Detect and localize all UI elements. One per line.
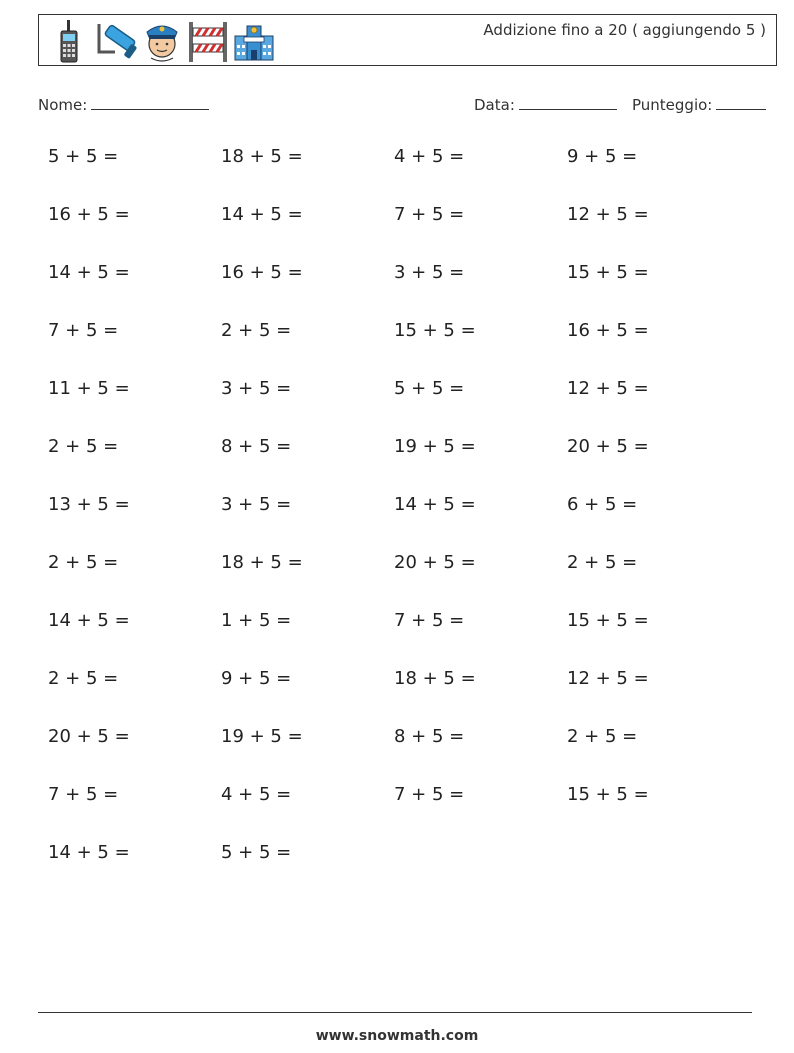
walkie-talkie-icon (49, 18, 91, 64)
problem-11-4: 2 + 5 = (567, 726, 638, 747)
problem-13-2: 5 + 5 = (221, 842, 292, 863)
problem-1-2: 18 + 5 = (221, 146, 303, 167)
problem-2-2: 14 + 5 = (221, 204, 303, 225)
name-field (38, 93, 209, 114)
problem-6-2: 8 + 5 = (221, 436, 292, 457)
problem-7-4: 6 + 5 = (567, 494, 638, 515)
problem-9-4: 15 + 5 = (567, 610, 649, 631)
worksheet-title: Addizione fino a 20 ( aggiungendo 5 ) (483, 21, 766, 39)
problem-3-3: 3 + 5 = (394, 262, 465, 283)
police-station-icon (233, 18, 275, 64)
problem-9-2: 1 + 5 = (221, 610, 292, 631)
problem-8-1: 2 + 5 = (48, 552, 119, 573)
problem-5-2: 3 + 5 = (221, 378, 292, 399)
name-line[interactable] (91, 93, 209, 110)
road-barrier-icon (187, 18, 229, 64)
problem-7-2: 3 + 5 = (221, 494, 292, 515)
problem-1-1: 5 + 5 = (48, 146, 119, 167)
problem-12-1: 7 + 5 = (48, 784, 119, 805)
problem-1-4: 9 + 5 = (567, 146, 638, 167)
police-officer-icon (141, 18, 183, 64)
problem-5-1: 11 + 5 = (48, 378, 130, 399)
problem-2-4: 12 + 5 = (567, 204, 649, 225)
problem-8-3: 20 + 5 = (394, 552, 476, 573)
problem-12-4: 15 + 5 = (567, 784, 649, 805)
problem-2-3: 7 + 5 = (394, 204, 465, 225)
problem-6-3: 19 + 5 = (394, 436, 476, 457)
problem-5-3: 5 + 5 = (394, 378, 465, 399)
problem-10-1: 2 + 5 = (48, 668, 119, 689)
problem-11-3: 8 + 5 = (394, 726, 465, 747)
problem-4-4: 16 + 5 = (567, 320, 649, 341)
problem-6-1: 2 + 5 = (48, 436, 119, 457)
footer-divider (38, 1012, 752, 1013)
problem-3-2: 16 + 5 = (221, 262, 303, 283)
problem-7-3: 14 + 5 = (394, 494, 476, 515)
problem-4-3: 15 + 5 = (394, 320, 476, 341)
date-field (474, 93, 617, 114)
problem-11-2: 19 + 5 = (221, 726, 303, 747)
problem-11-1: 20 + 5 = (48, 726, 130, 747)
score-line[interactable] (716, 93, 766, 110)
score-label: Punteggio: (632, 96, 713, 114)
name-label: Nome: (38, 96, 88, 114)
problem-12-2: 4 + 5 = (221, 784, 292, 805)
problem-4-2: 2 + 5 = (221, 320, 292, 341)
problem-10-2: 9 + 5 = (221, 668, 292, 689)
flashlight-icon (95, 18, 137, 64)
worksheet-header (38, 14, 777, 66)
problem-5-4: 12 + 5 = (567, 378, 649, 399)
header-icons (49, 18, 275, 64)
score-field (632, 93, 766, 114)
date-line[interactable] (519, 93, 617, 110)
problem-8-4: 2 + 5 = (567, 552, 638, 573)
problem-9-3: 7 + 5 = (394, 610, 465, 631)
date-label: Data: (474, 96, 515, 114)
problem-2-1: 16 + 5 = (48, 204, 130, 225)
problem-10-3: 18 + 5 = (394, 668, 476, 689)
student-fields (38, 93, 771, 115)
problem-4-1: 7 + 5 = (48, 320, 119, 341)
problem-3-1: 14 + 5 = (48, 262, 130, 283)
problem-10-4: 12 + 5 = (567, 668, 649, 689)
problem-8-2: 18 + 5 = (221, 552, 303, 573)
problem-6-4: 20 + 5 = (567, 436, 649, 457)
problem-13-1: 14 + 5 = (48, 842, 130, 863)
problem-3-4: 15 + 5 = (567, 262, 649, 283)
problem-12-3: 7 + 5 = (394, 784, 465, 805)
problem-9-1: 14 + 5 = (48, 610, 130, 631)
problem-1-3: 4 + 5 = (394, 146, 465, 167)
footer-url: www.snowmath.com (315, 1028, 479, 1044)
problem-7-1: 13 + 5 = (48, 494, 130, 515)
